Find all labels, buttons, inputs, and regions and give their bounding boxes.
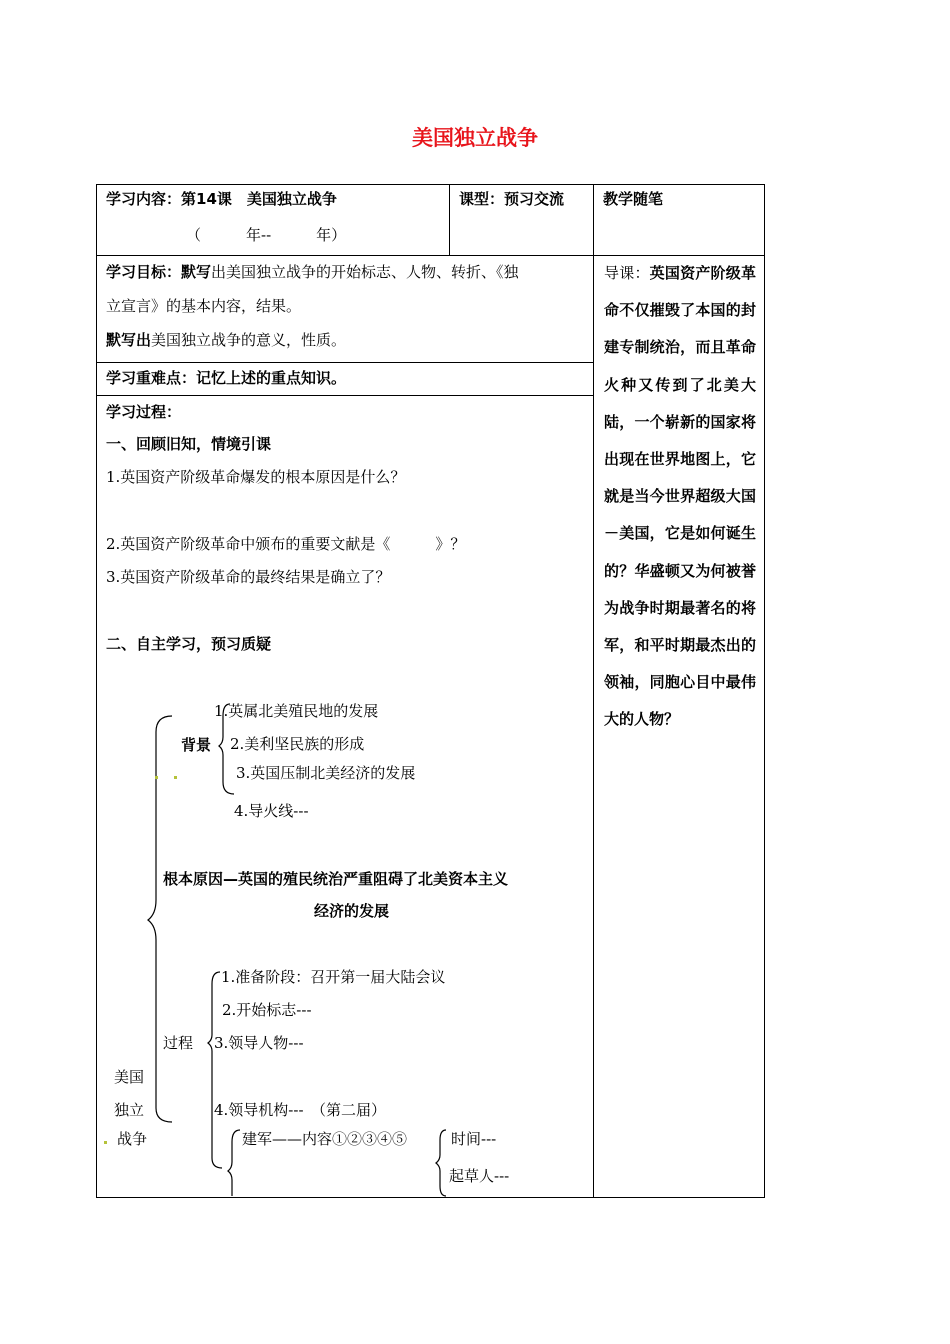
background-label: 背景 xyxy=(181,736,212,754)
goals-verb: 默写 xyxy=(181,263,212,281)
process-item-4: 4.领导机构--- （第二届） xyxy=(214,1101,387,1119)
question-1: 1.英国资产阶级革命爆发的根本原因是什么？ xyxy=(106,468,406,486)
process-item-3: 3.领导人物--- xyxy=(214,1034,304,1052)
scan-speck xyxy=(155,776,158,779)
year-range: （ 年-- 年） xyxy=(186,226,347,244)
goals-verb: 默写出 xyxy=(106,331,152,349)
background-item-2: 2.美利坚民族的形成 xyxy=(230,735,365,753)
goals-text: 美国独立战争的意义，性质。 xyxy=(151,331,347,349)
lesson-type: 课型：预习交流 xyxy=(459,190,565,208)
declaration-time: 时间--- xyxy=(451,1130,497,1148)
declaration-drafter: 起草人--- xyxy=(449,1167,510,1185)
root-node-line-3: 战争 xyxy=(117,1130,148,1148)
root-brace xyxy=(148,716,172,1122)
process-label: 学习过程： xyxy=(106,403,182,421)
process-brace xyxy=(208,972,222,1168)
goals-text: 出美国独立战争的开始标志、人物、转折、《独 xyxy=(211,263,519,281)
background-item-4: 4.导火线--- xyxy=(234,802,309,820)
document-title: 美国独立战争 xyxy=(412,126,538,150)
root-cause-line-2: 经济的发展 xyxy=(314,902,390,920)
goals-label: 学习目标： xyxy=(106,263,182,281)
question-2: 2.英国资产阶级革命中颁布的重要文献是《 》？ xyxy=(106,535,466,553)
army-brace xyxy=(228,1130,240,1196)
intro-label: 导课： xyxy=(604,264,650,282)
teaching-notes xyxy=(604,255,756,739)
root-cause-line-1: 根本原因—英国的殖民统治严重阻碍了北美资本主义 xyxy=(163,870,509,888)
notes-header: 教学随笔 xyxy=(603,190,664,208)
process-label-node: 过程 xyxy=(163,1034,194,1052)
background-item-1: 1.英属北美殖民地的发展 xyxy=(214,702,379,720)
background-item-3: 3.英国压制北美经济的发展 xyxy=(236,764,416,782)
scan-speck xyxy=(104,1141,107,1144)
goals-line-2: 立宣言》的基本内容，结果。 xyxy=(106,297,302,315)
content-label: 学习内容：第14课 美国独立战争 xyxy=(106,190,337,208)
root-node-line-1: 美国 xyxy=(114,1068,145,1086)
declaration-brace xyxy=(436,1130,446,1196)
scan-speck xyxy=(174,776,177,779)
key-points: 学习重难点：记忆上述的重点知识。 xyxy=(106,369,347,387)
intro-text: 英国资产阶级革命不仅摧毁了本国的封建专制统治，而且革命火种又传到了北美大陆，一个崭新的国家将出现在世界地图上，它就是当今世界超级大国－美国，它是如何诞生的？华盛顿又为何被誉为战争时期最著名的将军，和平时期最杰出的领袖，同胞心目中最伟大的人物？ xyxy=(604,264,756,729)
question-3: 3.英国资产阶级革命的最终结果是确立了？ xyxy=(106,568,391,586)
section-review-heading: 一、回顾旧知，情境引课 xyxy=(106,435,272,453)
army-item: 建军——内容①②③④⑤ xyxy=(242,1130,408,1148)
section-self-study-heading: 二、自主学习，预习质疑 xyxy=(106,635,272,653)
root-node-line-2: 独立 xyxy=(114,1101,145,1119)
process-item-1: 1.准备阶段：召开第一届大陆会议 xyxy=(221,968,446,986)
process-item-2: 2.开始标志--- xyxy=(222,1001,312,1019)
